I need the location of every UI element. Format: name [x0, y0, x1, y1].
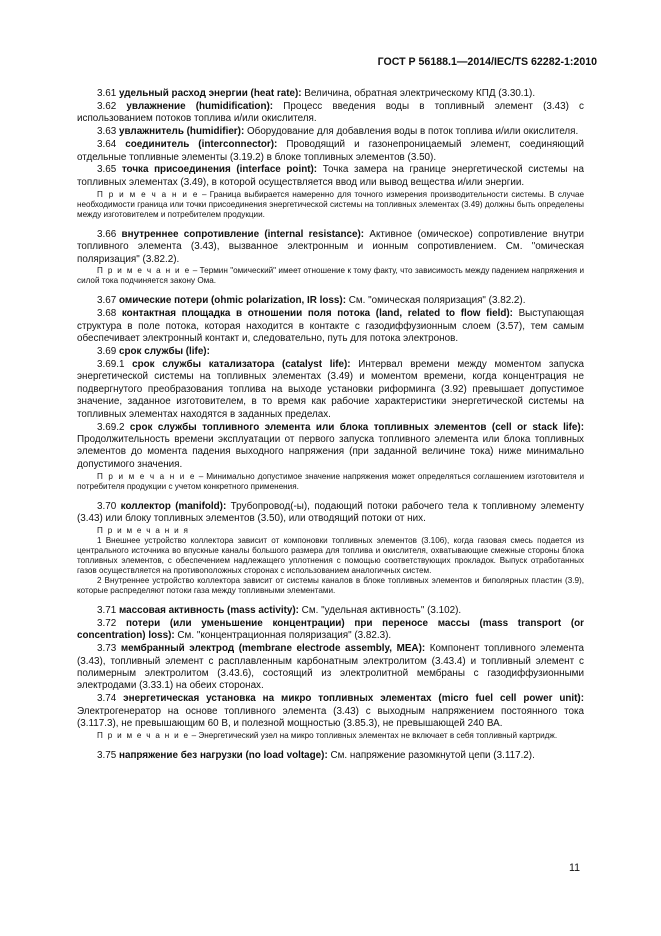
term-title: увлажнение (humidification):: [126, 100, 274, 112]
term-number: 3.68: [97, 308, 117, 320]
term-number: 3.71: [97, 604, 117, 616]
note-text: – Минимально допустимое значение напряжения может определяться соглашением изготовителя и потребителя продукции с учетом конкретного применения.: [77, 471, 584, 491]
term-entry: [77, 750, 584, 762]
term-title: потери (или уменьшение концентрации) при переносе массы (mass transport (or concentration) loss):: [77, 617, 585, 642]
term-title: напряжение без нагрузки (no load voltage):: [118, 750, 328, 762]
term-definition: Величина, обратная электрическому КПД (3.30.1).: [301, 88, 536, 99]
term-title: срок службы (life):: [118, 346, 210, 358]
note-text: – Термин "омический" имеет отношение к тому факту, что зависимость между падением напряжения и силой тока подчиняется закону Ома.: [77, 266, 584, 286]
term-definition: См. напряжение разомкнутой цепи (3.117.2).: [327, 750, 535, 762]
spacer: [77, 220, 584, 229]
term-definition: Интервал времени между моментом запуска энергетической системы на топливных элементах (3.49) и моментом времени, когда концентрация не подвергнутого преобразования топлива на выходе установки риформинга (3.92) превышает допустимое значение, заданное изготовителем, в то время как рабочие характеристики энергетической системы на топливных элементах находятся в заданных пределах.: [77, 359, 584, 420]
term-entry: [77, 693, 584, 730]
term-title: массовая активность (mass activity):: [118, 604, 299, 616]
spacer: [77, 741, 584, 750]
term-definition: Активное (омическое) сопротивление внутри топливного элемента (3.43), вызванное электронным и ионным сопротивлением. См. "омическая поляризация" (3.82.2).: [77, 228, 585, 265]
term-entry: [77, 643, 584, 693]
term-number: 3.69: [97, 346, 117, 358]
term-entry: [77, 229, 584, 266]
term-entry: [77, 501, 584, 526]
term-number: 3.61: [97, 88, 117, 99]
term-title: срок службы топливного элемента или блока топливных элементов (cell or stack life):: [129, 421, 584, 433]
term-title: коллектор (manifold):: [120, 500, 227, 512]
term-title: соединитель (interconnector):: [125, 139, 278, 151]
term-title: срок службы катализатора (catalyst life):: [132, 359, 351, 370]
note-text: – Граница выбирается намеренно для точного измерения производительности системы. В случае необходимости граница или точки присоединения энергетической системы на топливных элементах (3.49) должны быть определены между изготовителем и потребителем продукции.: [77, 189, 584, 219]
note: [77, 731, 584, 741]
term-entry: [77, 164, 584, 189]
page-number: 11: [569, 862, 580, 874]
term-entry: [77, 605, 584, 617]
term-title: удельный расход энергии (heat rate):: [118, 88, 302, 99]
term-title: увлажнитель (humidifier):: [118, 126, 245, 138]
term-number: 3.72: [97, 617, 117, 629]
term-title: мембранный электрод (membrane electrode assembly, MEA):: [120, 643, 426, 655]
term-entry: [77, 139, 584, 164]
term-entry: [77, 126, 584, 138]
term-definition: Точка замера на границе энергетической системы на топливных элементах (3.49), в которой осуществляется ввод или вывод вещества и/или энергии.: [77, 164, 584, 188]
spacer: [77, 596, 584, 605]
note-text: – Энергетический узел на микро топливных элементах не включает в себя топливный картридж.: [189, 731, 558, 741]
term-definition: См. "удельная активность" (3.102).: [298, 604, 462, 616]
term-definition: Электрогенератор на основе топливного элемента (3.43) с выходным напряжением постоянного тока (3.117.3), не превышающим 60 В, и полезной мощностью (3.85.3), не превышающей 240 ВА.: [77, 705, 584, 730]
note: [77, 472, 584, 492]
term-entry: [77, 346, 584, 358]
term-number: 3.65: [97, 164, 117, 176]
note-label: П р и м е ч а н и е: [97, 266, 191, 276]
term-number: 3.75: [97, 750, 117, 762]
term-definition: Компонент топливного элемента (3.43), топливный элемент с расплавленным карбонатным электролитом (3.43.4) и топливный элемент с полимерным электролитом (3.43.6), состоящий из электролитной мембраны с газодиффузионными электродами (3.33.1) на обеих сторонах.: [77, 643, 585, 692]
note: 2 Внутреннее устройство коллектора зависит от системы каналов в блоке топливных элементов и биполярных пластин (3.9), которые распределяют потоки газа между топливными элементами.: [77, 575, 584, 595]
term-number: 3.64: [97, 139, 117, 151]
term-number: 3.66: [97, 228, 117, 240]
document-body: [77, 88, 584, 763]
term-definition: Проводящий и газонепроницаемый элемент, соединяющий отдельные топливные элементы (3.19.2) в блоке топливных элементов (3.50).: [77, 139, 584, 163]
note-label: П р и м е ч а н и е: [97, 189, 199, 199]
spacer: [77, 492, 584, 501]
note-label: П р и м е ч а н и е: [97, 731, 190, 741]
term-definition: Процесс введения воды в топливный элемент (3.43) с использованием потоков топлива и/или окислителя.: [77, 100, 584, 125]
term-number: 3.69.1: [97, 359, 125, 370]
term-number: 3.67: [97, 295, 117, 307]
note: 1 Внешнее устройство коллектора зависит от компоновки топливных элементов (3.106), когда газовая смесь подается из центрального источника во впускные каналы большого размера для топлива и окислителя, охватывающие смежные стороны блока топливных элементов, с обеспечением надлежащего уплотнения с помощью соответствующих прокладок. Выпуск отработанных газов осуществляется на противоположных сторонах с использованием аналогичных систем.: [77, 535, 584, 575]
term-definition: См. "концентрационная поляризация" (3.82.3).: [174, 630, 392, 642]
notes-heading: П р и м е ч а н и я: [97, 525, 190, 535]
term-definition: См. "омическая поляризация" (3.82.2).: [346, 295, 526, 307]
term-number: 3.63: [97, 126, 117, 138]
spacer: [77, 286, 584, 295]
term-entry: [77, 618, 584, 643]
term-number: 3.62: [97, 100, 117, 112]
term-title: точка присоединения (interface point):: [121, 164, 318, 176]
term-definition: Оборудование для добавления воды в поток топлива и/или окислителя.: [244, 126, 579, 138]
term-number: 3.73: [97, 643, 117, 655]
note-label: П р и м е ч а н и е: [97, 471, 196, 481]
term-number: 3.74: [97, 693, 117, 705]
term-title: контактная площадка в отношении поля потока (land, related to flow field):: [121, 308, 513, 320]
term-definition: Выступающая структура в поле потока, которая находится в контакте с газодиффузионным слоем (3.57), тем самым обеспечивает электронный контакт и, следовательно, путь для потока электронов.: [77, 308, 584, 345]
term-number: 3.70: [97, 500, 117, 512]
term-entry: [77, 101, 584, 126]
term-definition: Трубопровод(-ы), подающий потоки рабочего тела к топливному элементу (3.43) или блоку топливных элементов (3.50), или отводящий потоки от них.: [77, 500, 584, 525]
document-header: ГОСТ Р 56188.1—2014/IEC/TS 62282-1:2010: [377, 56, 597, 68]
term-title: энергетическая установка на микро топливных элементах (micro fuel cell power unit):: [123, 693, 584, 705]
note: [77, 266, 584, 286]
term-definition: Продолжительность времени эксплуатации от первого запуска топливного элемента или блока топливных элементов до момента падения выходного напряжения (при заданной величине тока) ниже минимально допустимого значения.: [77, 433, 584, 470]
term-number: 3.69.2: [97, 421, 125, 433]
term-title: внутреннее сопротивление (internal resistance):: [121, 228, 365, 240]
term-title: омические потери (ohmic polarization, IR loss):: [118, 295, 346, 307]
term-entry: [77, 308, 584, 345]
term-entry: [77, 359, 584, 421]
term-entry: [77, 295, 584, 307]
term-entry: [77, 88, 584, 100]
note: [77, 190, 584, 220]
term-entry: [77, 422, 584, 472]
